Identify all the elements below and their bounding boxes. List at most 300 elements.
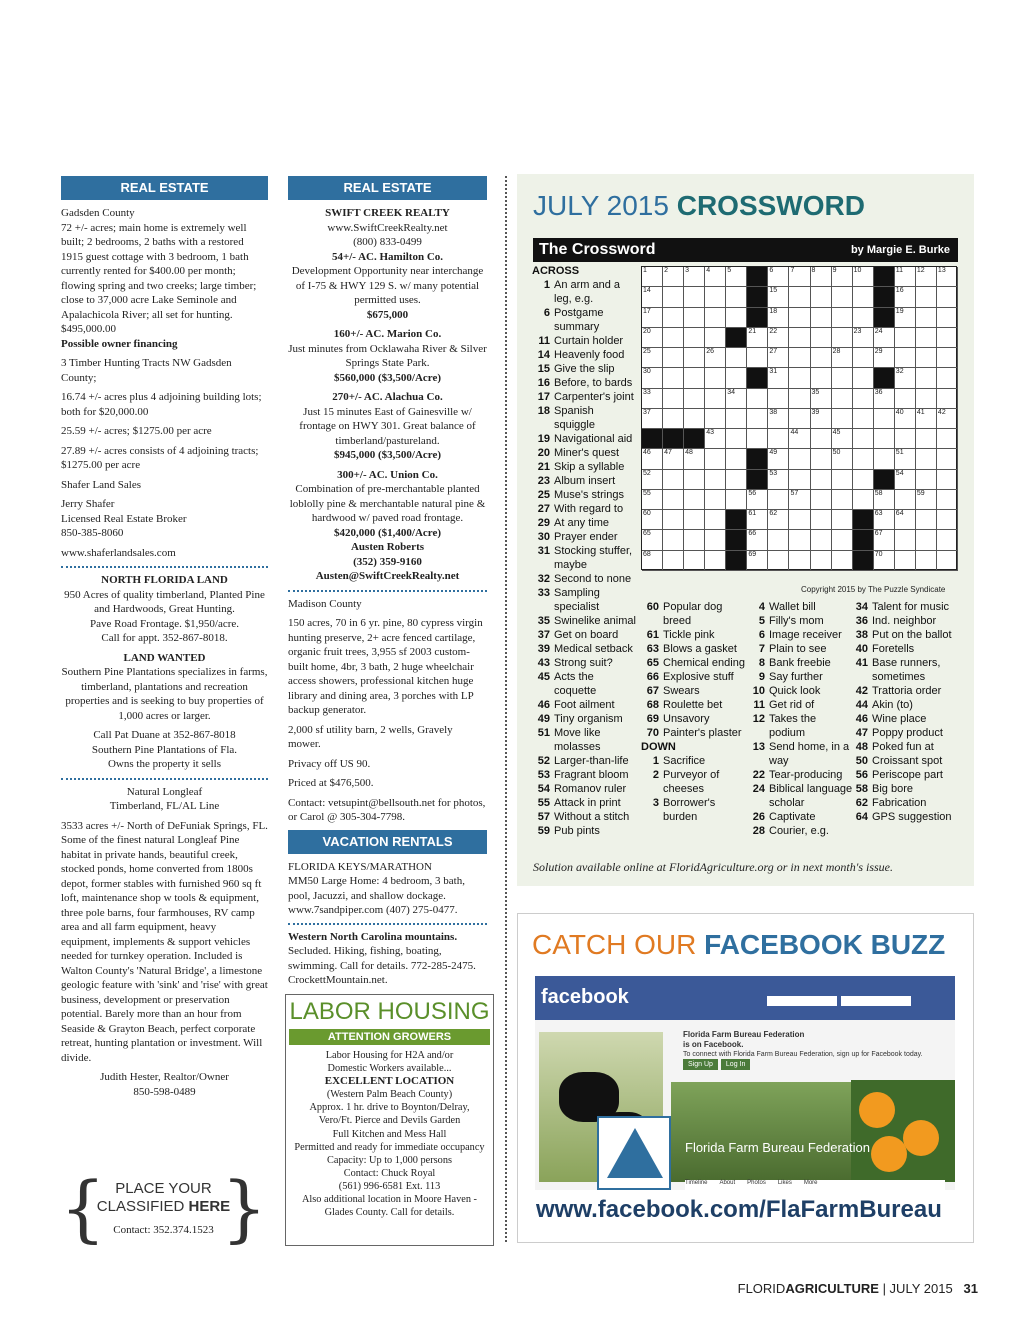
listing-line: Contact: vetsupint@bellsouth.net for photos, or Carol @ 305-304-7798. (288, 796, 486, 823)
grid-cell[interactable] (768, 389, 789, 409)
grid-cell[interactable] (937, 429, 958, 449)
north-florida-land-title: NORTH FLORIDA LAND (101, 574, 228, 586)
grid-cell[interactable] (937, 348, 958, 368)
facebook-tab[interactable]: Likes (777, 1180, 792, 1186)
grid-cell[interactable] (726, 368, 747, 388)
grid-cell[interactable] (832, 328, 853, 348)
grid-cell[interactable] (832, 470, 853, 490)
grid-cell[interactable]: 50 (832, 449, 853, 469)
clue: 69 Unsavory (646, 713, 710, 725)
page-footer: FLORIDAGRICULTURE | JULY 2015 31 (737, 1281, 978, 1296)
wnc-body: Secluded. Hiking, fishing, boating, swimming. Call for details. 772-285-2475. CrockettMountain.net. (288, 945, 476, 986)
divider (61, 778, 268, 780)
clue: way (769, 755, 789, 767)
grid-cell[interactable] (853, 429, 874, 449)
clue: 5 Filly's mom (758, 615, 824, 627)
grid-cell[interactable] (853, 368, 874, 388)
grid-cell[interactable] (895, 530, 916, 550)
grid-cell[interactable] (832, 490, 853, 510)
grid-cell[interactable]: 2 (663, 267, 684, 287)
grid-cell[interactable]: 66 (747, 530, 768, 550)
clue: 8 Bank freebie (758, 657, 831, 669)
grid-cell[interactable]: 56 (747, 490, 768, 510)
grid-cell[interactable]: 30 (642, 368, 663, 388)
grid-cell[interactable] (768, 490, 789, 510)
grid-cell[interactable] (726, 409, 747, 429)
grid-cell[interactable]: 18 (768, 308, 789, 328)
listing-line: www.shaferlandsales.com (61, 546, 176, 559)
grid-cell[interactable]: 65 (642, 530, 663, 550)
grid-cell[interactable]: 12 (916, 267, 937, 287)
grid-cell[interactable] (705, 449, 726, 469)
grid-cell[interactable]: 62 (768, 510, 789, 530)
grid-cell[interactable]: 20 (642, 328, 663, 348)
grid-cell[interactable] (705, 308, 726, 328)
grid-cell[interactable]: 61 (747, 510, 768, 530)
grid-cell[interactable]: 13 (937, 267, 958, 287)
place-classified-text: PLACE YOUR CLASSIFIED HERE (96, 1180, 231, 1215)
grid-cell[interactable] (811, 287, 832, 307)
grid-cell[interactable] (684, 389, 705, 409)
crossword-grid[interactable] (641, 266, 957, 570)
grid-cell[interactable] (811, 429, 832, 449)
grid-cell[interactable]: 57 (789, 490, 810, 510)
grid-cell[interactable]: 44 (789, 429, 810, 449)
grid-cell[interactable] (832, 530, 853, 550)
grid-cell[interactable] (684, 287, 705, 307)
grid-block (747, 308, 768, 328)
grid-cell[interactable] (916, 470, 937, 490)
grid-cell[interactable]: 67 (874, 530, 895, 550)
login-button[interactable]: Log In (721, 1059, 750, 1070)
grid-cell[interactable] (684, 551, 705, 571)
grid-cell[interactable]: 28 (832, 348, 853, 368)
vacation-title: FLORIDA KEYS/MARATHON (288, 860, 432, 873)
grid-cell[interactable] (832, 409, 853, 429)
grid-cell[interactable]: 63 (874, 510, 895, 530)
divider (288, 590, 487, 592)
longleaf-title: Natural Longleaf Timberland, FL/AL Line (109, 785, 220, 812)
clue: 65 Chemical ending (646, 657, 745, 669)
grid-cell[interactable]: 51 (895, 449, 916, 469)
grid-cell[interactable] (684, 308, 705, 328)
grid-cell[interactable] (916, 368, 937, 388)
clue: 13 Send home, in a (752, 741, 850, 753)
grid-cell[interactable] (726, 490, 747, 510)
grid-cell[interactable]: 15 (768, 287, 789, 307)
clue: burden (663, 811, 698, 823)
gadsden-listing: Gadsden County 72 +/- acres; main home is extremely well built; 2 bedrooms, 2 baths with a restored 1915 guest cottage with 3 bedroom, 1 bath currently rented for $400.00 per month; flowing spring and two creeks; large timber; close to 37,000 acre Lake Seminole and Apalachicola River; all set for hunting. $495,000.00 (61, 207, 257, 335)
grid-cell[interactable]: 41 (916, 409, 937, 429)
longleaf-contact: Judith Hester, Realtor/Owner 850-598-0489 (100, 1071, 229, 1098)
grid-cell[interactable] (726, 470, 747, 490)
grid-cell[interactable] (684, 348, 705, 368)
grid-cell[interactable] (789, 308, 810, 328)
grid-cell[interactable] (705, 490, 726, 510)
grid-cell[interactable] (747, 348, 768, 368)
clue: 49 Tiny organism (537, 713, 623, 725)
grid-cell[interactable] (789, 328, 810, 348)
grid-cell[interactable] (789, 449, 810, 469)
grid-cell[interactable] (768, 530, 789, 550)
grid-cell[interactable]: 9 (832, 267, 853, 287)
clue: squiggle (554, 419, 595, 431)
grid-cell[interactable] (853, 490, 874, 510)
clue: summary (554, 321, 600, 333)
clue: 15 Give the slip (537, 363, 615, 375)
clue: 46 Wine place (855, 713, 927, 725)
grid-cell[interactable]: 10 (853, 267, 874, 287)
grid-cell[interactable] (937, 389, 958, 409)
grid-cell[interactable] (811, 308, 832, 328)
grid-cell[interactable]: 53 (768, 470, 789, 490)
clue: 6 Postgame (543, 307, 604, 319)
grid-cell[interactable]: 40 (895, 409, 916, 429)
grid-cell[interactable] (811, 490, 832, 510)
grid-cell[interactable] (874, 429, 895, 449)
clue: 52 Larger-than-life (537, 755, 629, 767)
grid-cell[interactable] (726, 429, 747, 449)
facebook-tab[interactable]: Timeline (685, 1180, 708, 1186)
grid-cell[interactable] (937, 308, 958, 328)
grid-cell[interactable]: 17 (642, 308, 663, 328)
clue: 11 Curtain holder (538, 335, 624, 347)
grid-cell[interactable] (789, 287, 810, 307)
grid-cell[interactable] (768, 429, 789, 449)
grid-cell[interactable] (705, 389, 726, 409)
grid-cell[interactable]: 36 (874, 389, 895, 409)
grid-cell[interactable] (663, 389, 684, 409)
grid-cell[interactable] (663, 348, 684, 368)
grid-block (747, 449, 768, 469)
grid-cell[interactable] (874, 409, 895, 429)
clue: 50 Croissant spot (855, 755, 943, 767)
agent-name: Austen Roberts (350, 541, 425, 553)
facebook-page-tabs (685, 1180, 945, 1190)
grid-block (747, 287, 768, 307)
clue: 1 Sacrifice (652, 755, 706, 767)
clue: 44 Akin (to) (855, 699, 913, 711)
grid-cell[interactable] (705, 287, 726, 307)
clue: 37 Get on board (537, 629, 619, 641)
listing-price: $945,000 ($3,500/Acre) (333, 449, 442, 461)
clue: 23 Album insert (537, 475, 616, 487)
clue: coquette (554, 685, 597, 697)
grid-cell[interactable]: 69 (747, 551, 768, 571)
grid-cell[interactable]: 64 (895, 510, 916, 530)
grid-cell[interactable] (937, 490, 958, 510)
across-clues-a (532, 264, 640, 838)
grid-cell[interactable] (789, 389, 810, 409)
grid-cell[interactable] (684, 409, 705, 429)
grid-block (747, 267, 768, 287)
grid-cell[interactable] (832, 510, 853, 530)
grid-cell[interactable]: 31 (768, 368, 789, 388)
grid-cell[interactable]: 26 (705, 348, 726, 368)
grid-cell[interactable]: 21 (747, 328, 768, 348)
grid-cell[interactable]: 4 (705, 267, 726, 287)
grid-cell[interactable] (853, 470, 874, 490)
grid-cell[interactable] (853, 348, 874, 368)
grid-cell[interactable]: 22 (768, 328, 789, 348)
grid-cell[interactable]: 52 (642, 470, 663, 490)
crossword-panel (517, 174, 974, 886)
grid-cell[interactable] (811, 348, 832, 368)
grid-cell[interactable] (916, 328, 937, 348)
grid-cell[interactable] (789, 470, 810, 490)
grid-cell[interactable]: 42 (937, 409, 958, 429)
grid-cell[interactable] (747, 429, 768, 449)
listing-body: Just 15 minutes East of Gainesville w/ frontage on HWY 301. Great balance of timberland/pastureland. (299, 405, 476, 447)
facebook-url[interactable]: www.facebook.com/FlaFarmBureau (536, 1196, 942, 1223)
grid-cell[interactable] (663, 510, 684, 530)
grid-cell[interactable]: 55 (642, 490, 663, 510)
grid-cell[interactable] (937, 510, 958, 530)
grid-cell[interactable] (895, 551, 916, 571)
divider (288, 923, 487, 925)
grid-cell[interactable]: 47 (663, 449, 684, 469)
grid-cell[interactable] (789, 530, 810, 550)
land-wanted-title: LAND WANTED (123, 651, 206, 664)
grid-cell[interactable] (705, 368, 726, 388)
grid-cell[interactable]: 1 (642, 267, 663, 287)
grid-cell[interactable] (684, 490, 705, 510)
agent-phone: (352) 359-9160 (353, 555, 422, 568)
clue: 1 An arm and a (543, 279, 621, 291)
grid-block (853, 530, 874, 550)
facebook-screenshot (535, 976, 955, 1190)
grid-cell[interactable]: 58 (874, 490, 895, 510)
grid-cell[interactable]: 24 (874, 328, 895, 348)
grid-cell[interactable] (895, 429, 916, 449)
grid-cell[interactable]: 68 (642, 551, 663, 571)
listing-price: $420,000 ($1,400/Acre) (333, 526, 442, 539)
grid-cell[interactable] (832, 389, 853, 409)
grid-cell[interactable]: 8 (811, 267, 832, 287)
grid-cell[interactable]: 70 (874, 551, 895, 571)
grid-cell[interactable]: 37 (642, 409, 663, 429)
grid-cell[interactable] (747, 389, 768, 409)
grid-cell[interactable] (853, 389, 874, 409)
grid-cell[interactable] (916, 348, 937, 368)
grid-cell[interactable]: 3 (684, 267, 705, 287)
grid-cell[interactable] (811, 530, 832, 550)
grid-cell[interactable] (916, 551, 937, 571)
grid-cell[interactable]: 32 (895, 368, 916, 388)
signup-button[interactable]: Sign Up (683, 1059, 718, 1070)
grid-cell[interactable] (663, 490, 684, 510)
clue: 14 Heavenly food (537, 349, 625, 361)
place-classified-box (60, 1168, 267, 1250)
grid-cell[interactable]: 16 (895, 287, 916, 307)
facebook-logo: facebook (541, 986, 629, 1008)
grid-cell[interactable] (853, 409, 874, 429)
grid-cell[interactable] (811, 551, 832, 571)
grid-cell[interactable]: 5 (726, 267, 747, 287)
grid-cell[interactable] (684, 530, 705, 550)
grid-cell[interactable] (937, 287, 958, 307)
grid-block (747, 368, 768, 388)
clue: 28 Courier, e.g. (752, 825, 829, 837)
clues-col-d (850, 600, 962, 824)
grid-cell[interactable] (663, 551, 684, 571)
grid-cell[interactable]: 29 (874, 348, 895, 368)
clue: 42 Trattoria order (855, 685, 942, 697)
grid-cell[interactable] (811, 510, 832, 530)
clue: 51 Move like (537, 727, 601, 739)
listing-price: $675,000 (366, 308, 409, 321)
grid-cell[interactable] (747, 409, 768, 429)
clue: 21 Skip a syllable (537, 461, 625, 473)
grid-cell[interactable] (832, 551, 853, 571)
grid-cell[interactable] (937, 470, 958, 490)
grid-cell[interactable] (768, 551, 789, 571)
farm-photo (671, 1082, 851, 1182)
grid-cell[interactable] (895, 490, 916, 510)
listing-line: 16.74 +/- acres plus 4 adjoining building lots; both for $20,000.00 (61, 391, 262, 418)
listing-line: 27.89 +/- acres consists of 4 adjoining tracts; $1275.00 per acre (61, 444, 259, 471)
clue: 53 Fragrant bloom (537, 769, 629, 781)
grid-cell[interactable] (726, 308, 747, 328)
grid-cell[interactable]: 48 (684, 449, 705, 469)
grid-cell[interactable] (663, 368, 684, 388)
grid-cell[interactable] (895, 389, 916, 409)
grid-block (684, 429, 705, 449)
grid-cell[interactable] (789, 348, 810, 368)
grid-cell[interactable] (705, 470, 726, 490)
clue: 62 Fabrication (855, 797, 927, 809)
labor-housing-ad (285, 994, 494, 1246)
grid-cell[interactable]: 43 (705, 429, 726, 449)
facebook-tab[interactable]: More (803, 1180, 818, 1186)
grid-cell[interactable] (853, 308, 874, 328)
grid-cell[interactable]: 27 (768, 348, 789, 368)
grid-cell[interactable] (726, 287, 747, 307)
grid-cell[interactable] (895, 328, 916, 348)
grid-cell[interactable]: 25 (642, 348, 663, 368)
grid-cell[interactable] (705, 328, 726, 348)
grid-cell[interactable] (832, 308, 853, 328)
clue: 68 Roulette bet (646, 699, 723, 711)
facebook-tab[interactable]: About (719, 1180, 736, 1186)
grid-cell[interactable] (684, 328, 705, 348)
grid-cell[interactable] (811, 328, 832, 348)
grid-cell[interactable] (789, 368, 810, 388)
grid-cell[interactable] (726, 348, 747, 368)
grid-cell[interactable] (895, 348, 916, 368)
grid-cell[interactable] (663, 308, 684, 328)
grid-cell[interactable]: 46 (642, 449, 663, 469)
grid-cell[interactable]: 34 (726, 389, 747, 409)
grid-block (642, 429, 663, 449)
grid-cell[interactable]: 6 (768, 267, 789, 287)
grid-cell[interactable] (705, 530, 726, 550)
grid-cell[interactable]: 49 (768, 449, 789, 469)
grid-cell[interactable] (811, 368, 832, 388)
grid-cell[interactable]: 39 (811, 409, 832, 429)
grid-cell[interactable] (916, 308, 937, 328)
grid-cell[interactable] (916, 510, 937, 530)
grid-cell[interactable] (663, 328, 684, 348)
grid-cell[interactable] (789, 409, 810, 429)
grid-cell[interactable]: 45 (832, 429, 853, 449)
grid-block (726, 551, 747, 571)
grid-cell[interactable]: 60 (642, 510, 663, 530)
grid-cell[interactable] (832, 368, 853, 388)
clue: 31 Stocking stuffer, (537, 545, 633, 557)
clue: 70 Painter's plaster (646, 727, 742, 739)
grid-cell[interactable] (853, 449, 874, 469)
grid-cell[interactable] (916, 389, 937, 409)
grid-cell[interactable] (811, 449, 832, 469)
grid-cell[interactable]: 33 (642, 389, 663, 409)
grid-cell[interactable] (916, 530, 937, 550)
grid-cell[interactable] (705, 510, 726, 530)
grid-cell[interactable]: 23 (853, 328, 874, 348)
grid-cell[interactable] (684, 368, 705, 388)
grid-cell[interactable] (684, 470, 705, 490)
grid-cell[interactable]: 14 (642, 287, 663, 307)
clue: 20 Miner's quest (537, 447, 620, 459)
section-heading-vacation-rentals: VACATION RENTALS (288, 830, 487, 854)
clue: 35 Swinelike animal (537, 615, 636, 627)
grid-cell[interactable]: 35 (811, 389, 832, 409)
grid-cell[interactable] (916, 449, 937, 469)
labor-body: Labor Housing for H2A and/or Domestic Workers available... (325, 1050, 454, 1075)
grid-cell[interactable] (916, 429, 937, 449)
grid-cell[interactable] (705, 409, 726, 429)
grid-cell[interactable] (937, 530, 958, 550)
grid-cell[interactable] (789, 510, 810, 530)
grid-cell[interactable] (726, 449, 747, 469)
grid-cell[interactable] (684, 510, 705, 530)
swift-creek-web: www.SwiftCreekRealty.net (327, 221, 448, 234)
facebook-tab[interactable]: Photos (747, 1180, 766, 1186)
grid-cell[interactable] (663, 409, 684, 429)
clue: 57 Without a stitch (537, 811, 630, 823)
clue: maybe (554, 559, 588, 571)
grid-cell[interactable] (937, 551, 958, 571)
clue: specialist (554, 601, 600, 613)
grid-cell[interactable] (874, 449, 895, 469)
grid-cell[interactable]: 54 (895, 470, 916, 490)
grid-cell[interactable] (916, 287, 937, 307)
grid-cell[interactable] (705, 551, 726, 571)
grid-cell[interactable] (937, 368, 958, 388)
grid-cell[interactable]: 11 (895, 267, 916, 287)
grid-cell[interactable]: 59 (916, 490, 937, 510)
down-label: DOWN (641, 741, 676, 753)
grid-cell[interactable]: 7 (789, 267, 810, 287)
grid-cell[interactable] (937, 328, 958, 348)
grid-cell[interactable] (853, 287, 874, 307)
clue: 43 Strong suit? (537, 657, 613, 669)
grid-cell[interactable] (811, 470, 832, 490)
clue: 29 At any time (537, 517, 610, 529)
grid-cell[interactable] (663, 287, 684, 307)
grid-cell[interactable] (832, 287, 853, 307)
clue: breed (663, 615, 692, 627)
grid-cell[interactable] (789, 551, 810, 571)
grid-cell[interactable]: 38 (768, 409, 789, 429)
facebook-page-intro: Florida Farm Bureau Federation is on Facebook. To connect with Florida Farm Bureau Federation, sign up for Facebook today. Sign Up Log In (683, 1030, 923, 1068)
grid-cell[interactable] (663, 530, 684, 550)
classifieds-column-2 (288, 176, 487, 988)
grid-cell[interactable] (937, 449, 958, 469)
grid-cell[interactable] (663, 470, 684, 490)
land-wanted-contact: Call Pat Duane at 352-867-8018 Southern Pine Plantations of Fla. Owns the property it sells (91, 729, 238, 770)
grid-cell[interactable]: 19 (895, 308, 916, 328)
